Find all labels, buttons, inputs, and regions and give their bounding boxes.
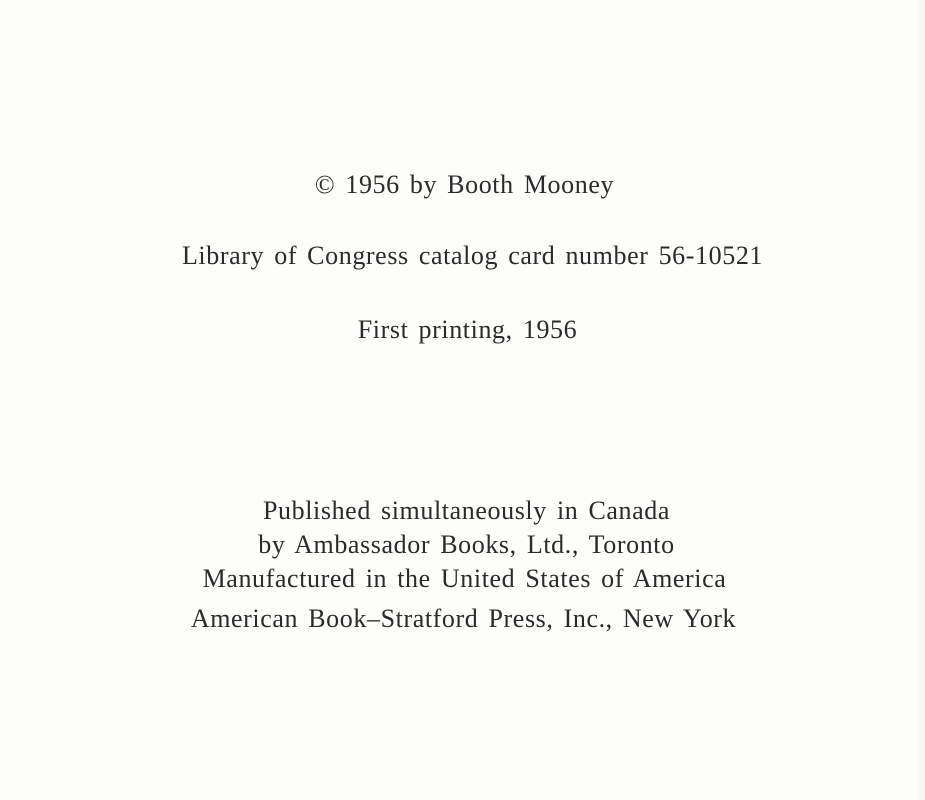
- printing-info: First printing, 1956: [357, 315, 578, 344]
- page-edge-shadow: [915, 0, 925, 800]
- library-of-congress-number: Library of Congress catalog card number 56-10521: [181, 241, 764, 270]
- publication-line: Manufactured in the United States of America: [202, 564, 727, 593]
- publication-line: American Book–Stratford Press, Inc., New York: [190, 604, 737, 633]
- publication-line: Published simultaneously in Canada: [262, 496, 671, 525]
- copyright-notice: © 1956 by Booth Mooney: [314, 170, 615, 199]
- publication-line: by Ambassador Books, Ltd., Toronto: [258, 530, 675, 559]
